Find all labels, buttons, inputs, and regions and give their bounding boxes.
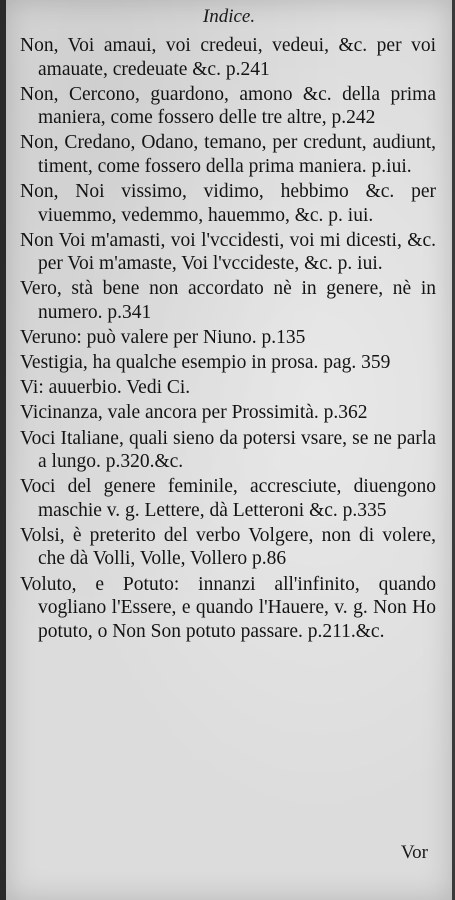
index-entry: Veruno: può valere per Niuno. p.135: [20, 327, 306, 349]
index-entry: Vicinanza, vale ancora per Prossimità. p.362: [20, 402, 368, 424]
index-entry: Volsi, è preterito del verbo Volgere, non di volere, che dà Volli, Volle, Vollero p.86: [20, 524, 436, 570]
index-entries: [20, 34, 436, 645]
index-entry: Vi: auuerbio. Vedi Ci.: [20, 377, 191, 399]
index-entry: Voluto, e Potuto: innanzi all'infinito, quando vogliano l'Essere, e quando l'Hauere, v. g. Non Ho potuto, o Non Son potuto passare. p.211.&c.: [20, 573, 436, 642]
catchword: Vor: [400, 842, 428, 863]
index-entry: Non, Credano, Odano, temano, per credunt, audiunt, timent, come fossero della prima maniera. p.iui.: [20, 132, 436, 177]
index-entry: Vero, stà bene non accordato nè in genere, nè in numero. p.341: [20, 278, 436, 324]
book-page: [6, 0, 452, 900]
page-header: Indice.: [202, 6, 256, 27]
index-entry: Voci Italiane, quali sieno da potersi vsare, se ne parla a lungo. p.320.&c.: [20, 427, 436, 473]
index-entry: Non Voi m'amasti, voi l'vccidesti, voi mi dicesti, &c. per Voi m'amaste, Voi l'vccideste, &c. p. iui.: [20, 229, 436, 275]
index-entry: Non, Noi vissimo, vidimo, hebbimo &c. per viuemmo, vedemmo, hauemmo, &c. p. iui.: [20, 181, 436, 226]
index-entry: Non, Cercono, guardono, amono &c. della prima maniera, come fossero delle tre altre, p.242: [20, 83, 436, 129]
index-entry: Vestigia, ha qualche esempio in prosa. pag. 359: [20, 352, 391, 374]
index-entry: Non, Voi amaui, voi credeui, vedeui, &c. per voi amauate, credeuate &c. p.241: [20, 35, 436, 80]
index-entry: Voci del genere feminile, accresciute, diuengono maschie v. g. Lettere, dà Letteroni &c. p.335: [20, 476, 436, 521]
